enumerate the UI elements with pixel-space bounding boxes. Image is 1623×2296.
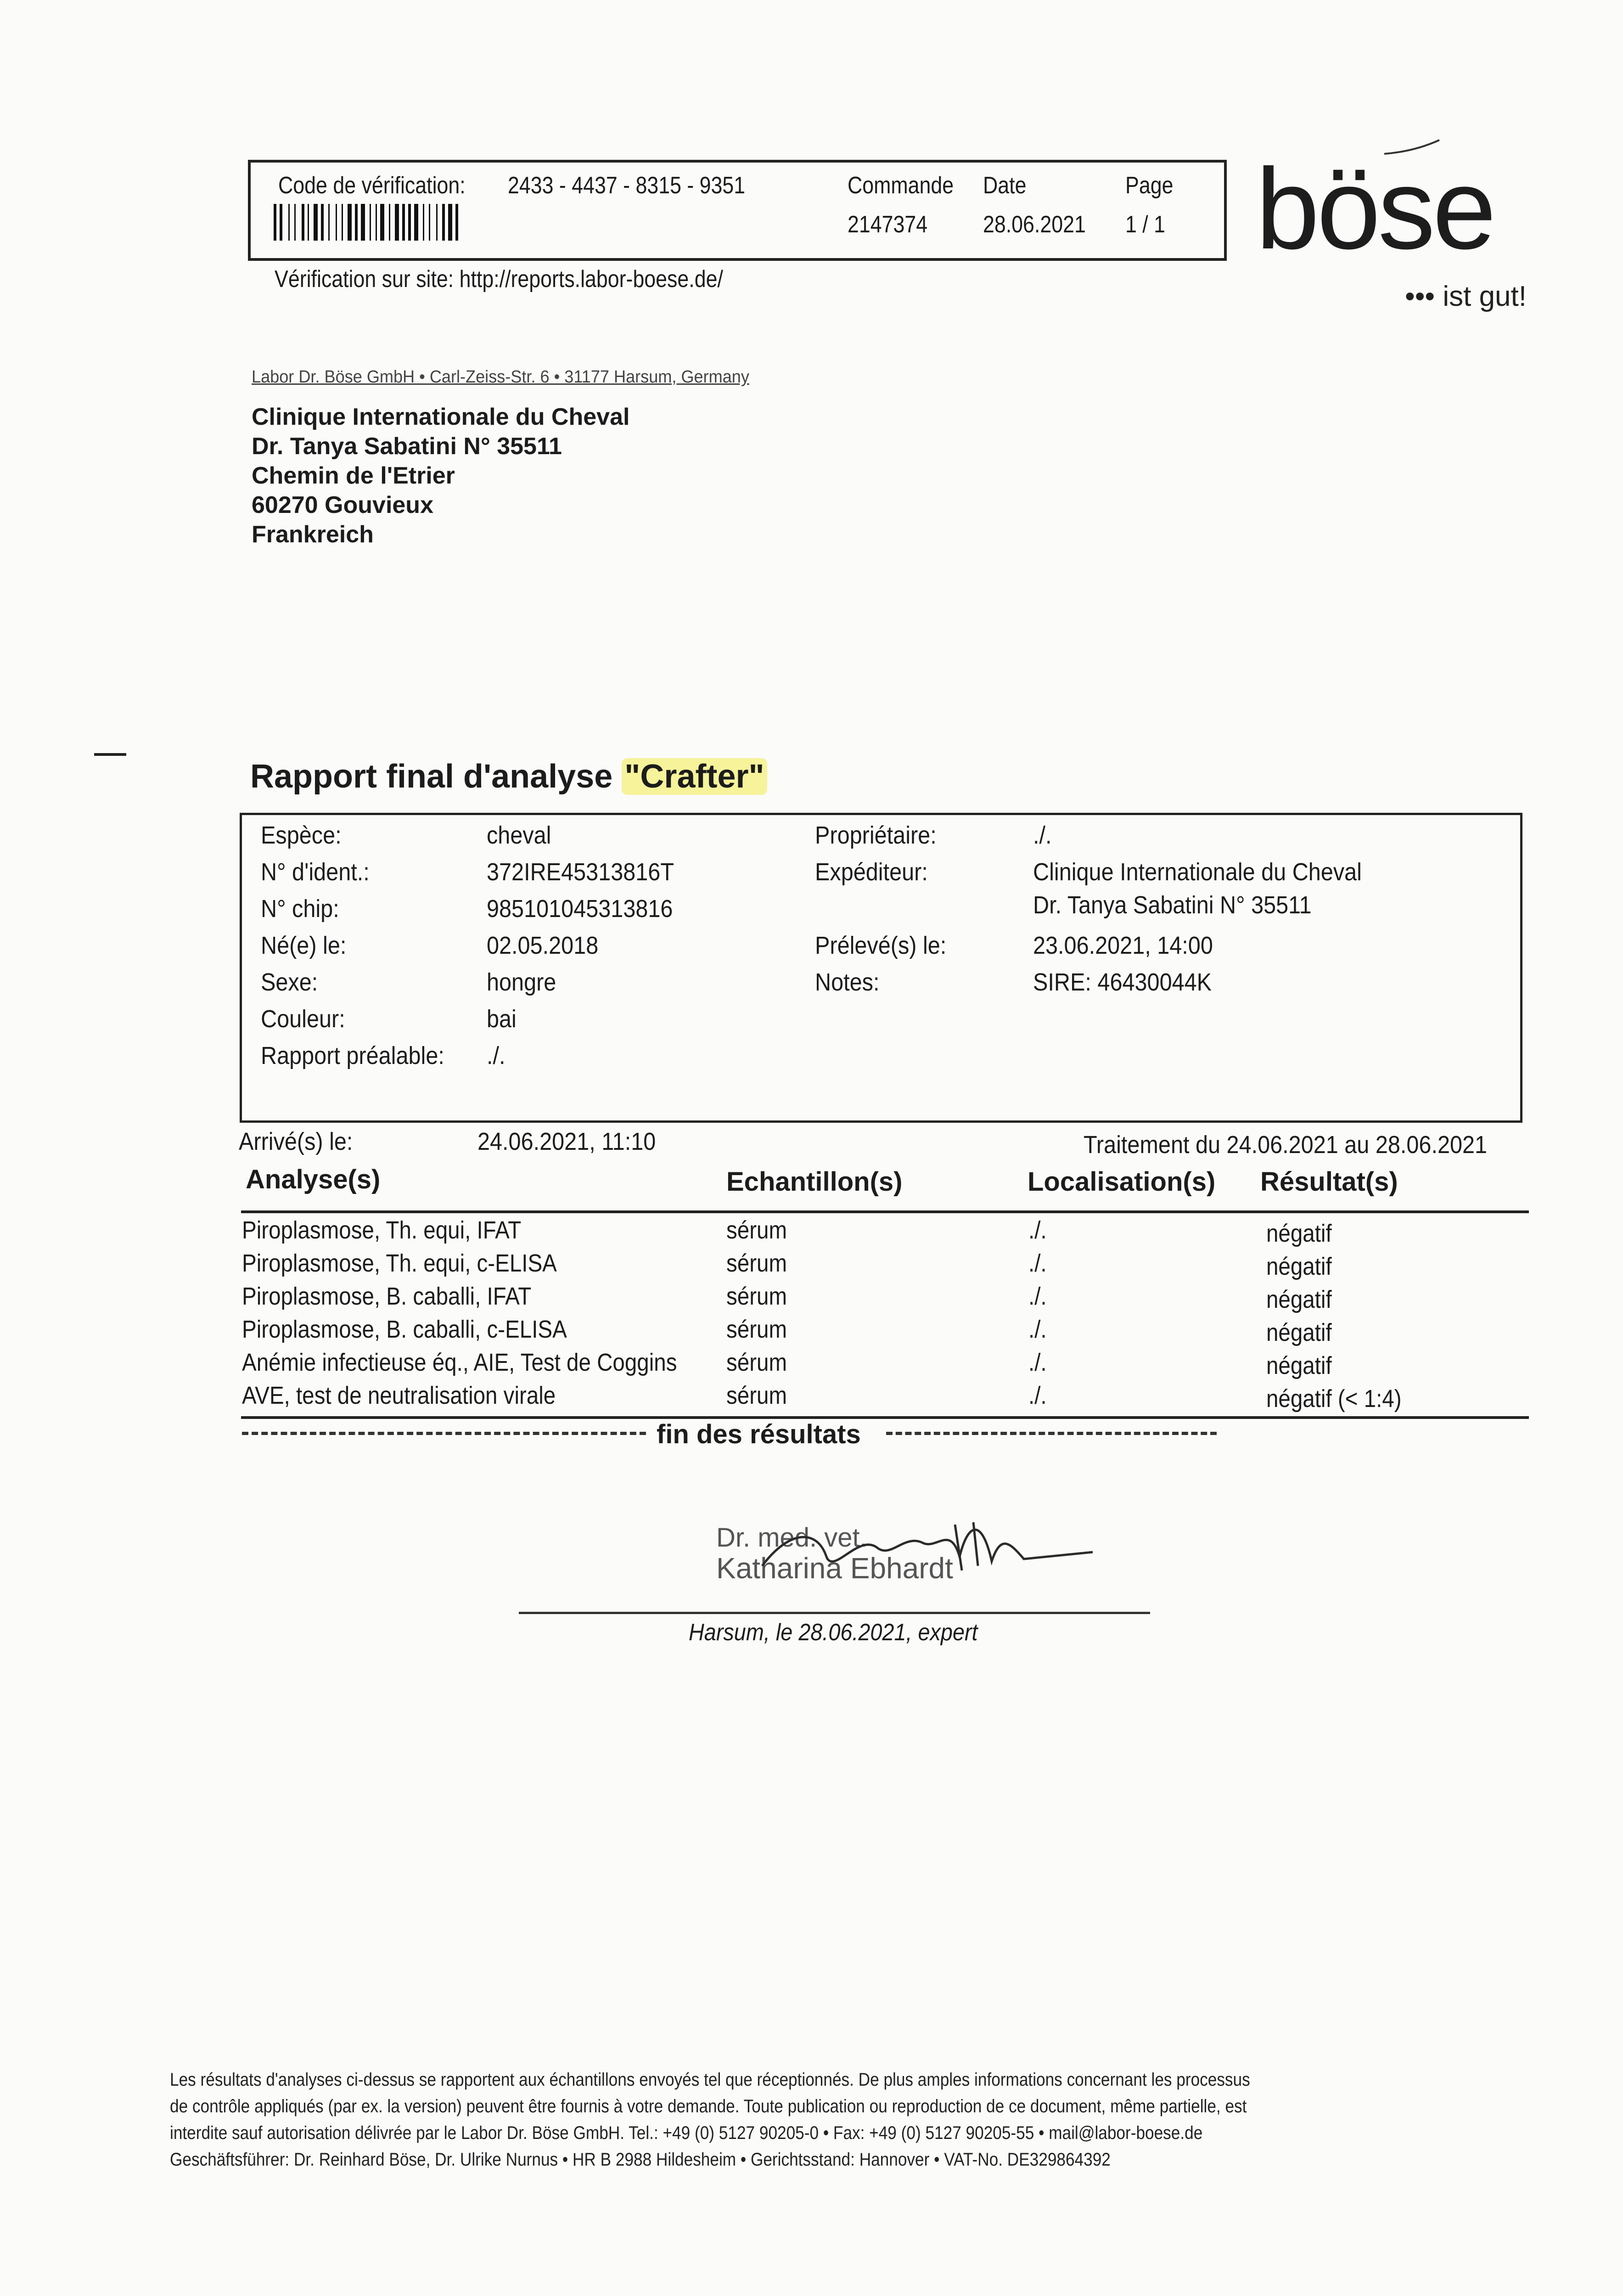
col-header-sample: Echantillon(s) — [726, 1167, 903, 1197]
verification-site: Vérification sur site: http://reports.labor-boese.de/ — [275, 266, 723, 293]
row-sample: sérum — [726, 1216, 787, 1244]
verification-box — [248, 160, 1227, 261]
notes-value: SIRE: 46430044K — [1033, 968, 1212, 996]
row-location: ./. — [1028, 1316, 1047, 1343]
row-result: négatif — [1266, 1286, 1332, 1313]
row-analysis: Piroplasmose, Th. equi, c-ELISA — [242, 1249, 557, 1277]
row-location: ./. — [1028, 1249, 1047, 1277]
row-analysis: Piroplasmose, Th. equi, IFAT — [242, 1216, 522, 1244]
notes-label: Notes: — [815, 968, 880, 996]
row-result: négatif — [1266, 1220, 1332, 1247]
footer-line-4: Geschäftsführer: Dr. Reinhard Böse, Dr. Ulrike Nurnus • HR B 2988 Hildesheim • Gerichtsstand: Hannover • VAT-No. DE329864392 — [170, 2150, 1111, 2170]
recipient-line-4: 60270 Gouvieux — [252, 492, 433, 518]
signature-line — [519, 1612, 1150, 1614]
sender-value-2: Dr. Tanya Sabatini N° 35511 — [1033, 891, 1312, 919]
sender-label: Expéditeur: — [815, 858, 928, 886]
order-label: Commande — [848, 172, 954, 199]
prior-report-label: Rapport préalable: — [261, 1042, 444, 1069]
color-label: Couleur: — [261, 1005, 345, 1033]
owner-value: ./. — [1033, 822, 1052, 849]
row-result: négatif — [1266, 1253, 1332, 1280]
row-location: ./. — [1028, 1283, 1047, 1310]
color-value: bai — [487, 1005, 517, 1033]
report-title-prefix: Rapport final d'analyse — [250, 758, 622, 795]
processing-period: Traitement du 24.06.2021 au 28.06.2021 — [1084, 1131, 1488, 1159]
chip-value: 985101045313816 — [487, 895, 673, 923]
sex-value: hongre — [487, 968, 556, 996]
prior-report-value: ./. — [487, 1042, 505, 1069]
row-analysis: Piroplasmose, B. caballi, c-ELISA — [242, 1316, 567, 1343]
sampled-value: 23.06.2021, 14:00 — [1033, 932, 1213, 959]
row-result: négatif — [1266, 1352, 1332, 1379]
species-value: cheval — [487, 822, 551, 849]
sampled-label: Prélevé(s) le: — [815, 932, 947, 959]
sex-label: Sexe: — [261, 968, 318, 996]
born-label: Né(e) le: — [261, 932, 347, 959]
row-sample: sérum — [726, 1249, 787, 1277]
recipient-line-2: Dr. Tanya Sabatini N° 35511 — [252, 433, 562, 460]
chip-label: N° chip: — [261, 895, 339, 923]
row-analysis: Piroplasmose, B. caballi, IFAT — [242, 1283, 532, 1310]
verification-label: Code de vérification: — [278, 172, 466, 199]
logo-smile-icon — [1382, 138, 1442, 156]
page-value: 1 / 1 — [1125, 211, 1166, 238]
footer-line-2: de contrôle appliqués (par ex. la version) peuvent être fournis à votre demande. Toute publication ou reproduction de ce document, même partielle, est — [170, 2096, 1247, 2116]
arrival-value: 24.06.2021, 11:10 — [477, 1128, 656, 1155]
row-sample: sérum — [726, 1283, 787, 1310]
date-value: 28.06.2021 — [983, 211, 1086, 238]
date-label: Date — [983, 172, 1027, 199]
owner-label: Propriétaire: — [815, 822, 937, 849]
report-title — [250, 758, 767, 795]
arrival-label: Arrivé(s) le: — [239, 1128, 353, 1155]
table-footer-rule — [241, 1416, 1529, 1419]
sender-value-1: Clinique Internationale du Cheval — [1033, 858, 1362, 886]
row-analysis: Anémie infectieuse éq., AIE, Test de Coggins — [242, 1349, 677, 1376]
signature-caption: Harsum, le 28.06.2021, expert — [689, 1619, 978, 1646]
col-header-location: Localisation(s) — [1028, 1167, 1216, 1197]
sender-address-line: Labor Dr. Böse GmbH • Carl-Zeiss-Str. 6 • 31177 Harsum, Germany — [252, 367, 749, 387]
end-dashes-left — [242, 1432, 646, 1435]
end-dashes-right — [886, 1432, 1217, 1435]
row-location: ./. — [1028, 1349, 1047, 1376]
stamp-title: Dr. med. vet. — [716, 1523, 867, 1553]
row-sample: sérum — [726, 1382, 787, 1409]
footer-line-1: Les résultats d'analyses ci-dessus se rapportent aux échantillons envoyés tel que réceptionnés. De plus amples informations concernant les processus — [170, 2070, 1250, 2090]
recipient-line-5: Frankreich — [252, 521, 374, 548]
report-title-name: "Crafter" — [622, 758, 767, 795]
legal-footer — [170, 2066, 1455, 2173]
barcode — [274, 204, 595, 241]
end-of-results: fin des résultats — [657, 1419, 861, 1449]
punch-mark — [94, 753, 126, 756]
col-header-analysis: Analyse(s) — [246, 1165, 381, 1194]
ident-label: N° d'ident.: — [261, 858, 370, 886]
row-sample: sérum — [726, 1316, 787, 1343]
boese-logo: böse — [1256, 145, 1494, 273]
signature-mark — [753, 1515, 1102, 1589]
recipient-line-3: Chemin de l'Etrier — [252, 462, 455, 489]
verification-code: 2433 - 4437 - 8315 - 9351 — [508, 172, 746, 199]
footer-line-3: interdite sauf autorisation délivrée par le Labor Dr. Böse GmbH. Tel.: +49 (0) 5127 90205-0 • Fax: +49 (0) 5127 90205-55 • mail@labor-boese.de — [170, 2123, 1203, 2143]
logo-tagline: ••• ist gut! — [1405, 281, 1527, 312]
species-label: Espèce: — [261, 822, 342, 849]
ident-value: 372IRE45313816T — [487, 858, 674, 886]
table-header-rule — [241, 1210, 1529, 1213]
stamp-name: Katharina Ebhardt — [716, 1552, 953, 1585]
row-result: négatif — [1266, 1319, 1332, 1346]
row-analysis: AVE, test de neutralisation virale — [242, 1382, 556, 1409]
page-label: Page — [1125, 172, 1174, 199]
born-value: 02.05.2018 — [487, 932, 599, 959]
row-location: ./. — [1028, 1382, 1047, 1409]
row-sample: sérum — [726, 1349, 787, 1376]
row-result: négatif (< 1:4) — [1266, 1385, 1402, 1412]
order-value: 2147374 — [848, 211, 928, 238]
row-location: ./. — [1028, 1216, 1047, 1244]
col-header-result: Résultat(s) — [1260, 1167, 1398, 1197]
recipient-line-1: Clinique Internationale du Cheval — [252, 404, 630, 430]
